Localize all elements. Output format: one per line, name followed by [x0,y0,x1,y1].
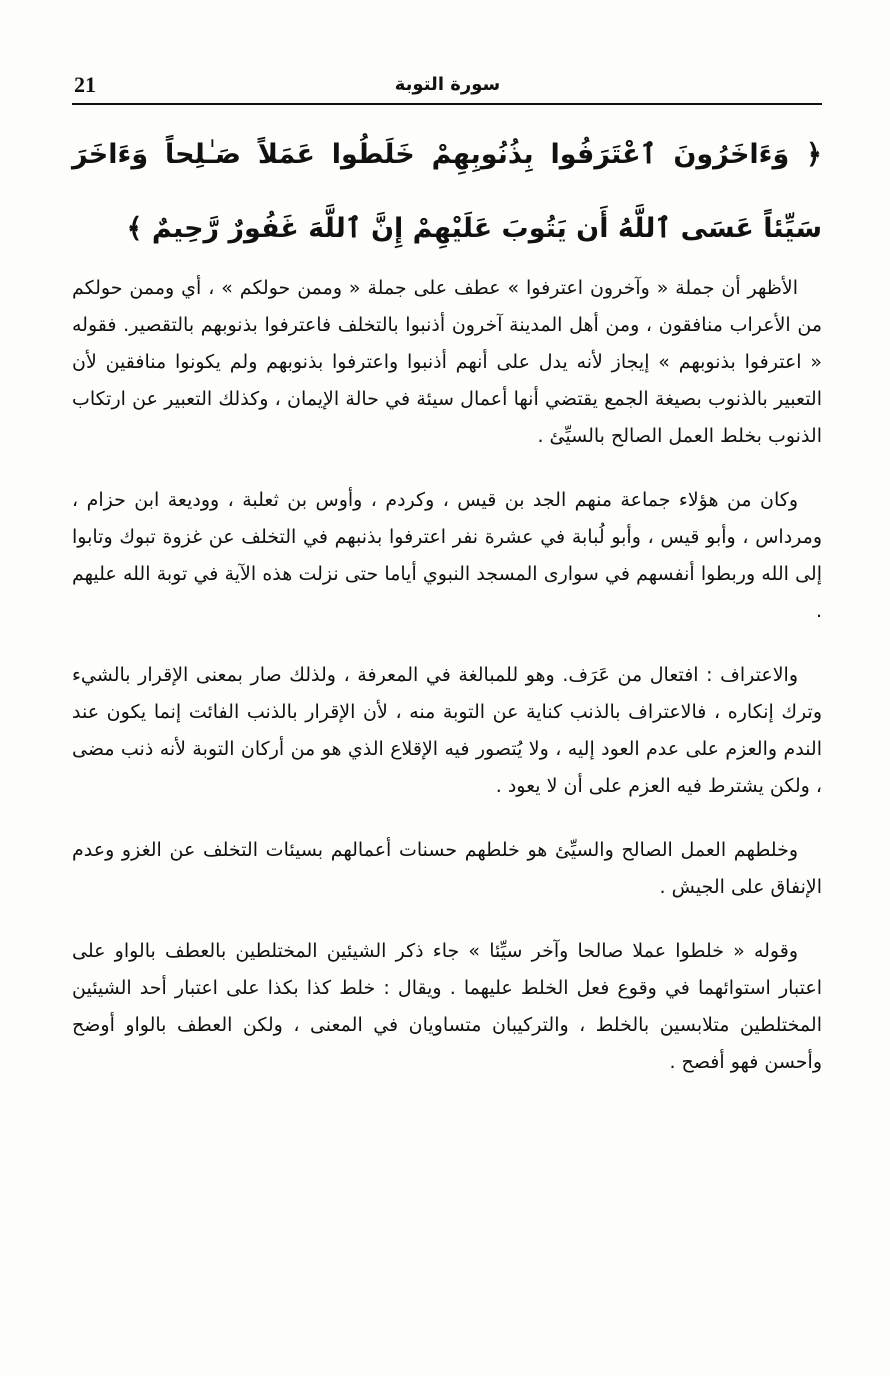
paragraph-3: والاعتراف : افتعال من عَرَف. وهو للمبالغة في المعرفة ، ولذلك صار بمعنى الإقرار بالشيء وترك إنكاره ، فالاعتراف بالذنب كناية عن التوبة منه ، لأن الإقرار بالذنب الفائت إنما يكون عند الندم والعزم على عدم العود إليه ، ولا يُتصور فيه الإقلاع الذي هو من أركان التوبة لأنه ذنب مضى ، ولكن يشترط فيه العزم على أن لا يعود . [72,664,822,797]
header-rule [72,103,822,105]
page-header [74,72,821,106]
running-title: سورة التوبة [394,74,501,95]
paragraph-4: وخلطهم العمل الصالح والسيِّئ هو خلطهم حسنات أعمالهم بسيئات التخلف عن الغزو وعدم الإنفاق على الجيش . [72,839,822,898]
paragraph-5: وقوله « خلطوا عملا صالحا وآخر سيِّئا » جاء ذكر الشيئين المختلطين بالعطف بالواو على اعتبار استوائهما في وقوع فعل الخلط عليهما . ويقال : خلط كذا بكذا على اعتبار أحد الشيئين المختلطين متلابسين بالخلط ، والتركيبان متساويان في المعنى ، ولكن العطف بالواو أوضح وأحسن فهو أفصح . [72,940,822,1073]
page-number: 21 [74,72,96,97]
paragraph-2: وكان من هؤلاء جماعة منهم الجد بن قيس ، وكردم ، وأوس بن ثعلبة ، ووديعة ابن حزام ، ومرداس ، وأبو قيس ، وأبو لُبابة في عشرة نفر اعترفوا بذنبهم في التخلف عن غزوة تبوك وتابوا إلى الله وربطوا أنفسهم في سوارى المسجد النبوي أياما حتى نزلت هذه الآية في توبة الله عليهم . [72,489,822,622]
paragraph-1: الأظهر أن جملة « وآخرون اعترفوا » عطف على جملة « وممن حولكم » ، أي وممن حولكم من الأعراب منافقون ، ومن أهل المدينة آخرون أذنبوا بالتخلف فاعترفوا بذنوبهم بالتقصير. فقوله « اعترفوا بذنوبهم » إيجاز لأنه يدل على أنهم أذنبوا واعترفوا بذنوبهم ولم يكونوا منافقين لأن التعبير بالذنوب بصيغة الجمع يقتضي أنها أعمال سيئة في حالة الإيمان ، وكذلك التعبير عن ارتكاب الذنوب بخلط العمل الصالح بالسيِّئ . [72,277,822,447]
quran-verse: ﴿ وَءَاخَرُونَ ٱعْتَرَفُوا بِذُنُوبِهِمْ خَلَطُوا عَمَلاً صَـٰلِحاً وَءَاخَرَ سَيِّئاً عَسَى ٱللَّهُ أَن يَتُوبَ عَلَيْهِمْ إِنَّ ٱللَّهَ غَفُورٌ رَّحِيمٌ ﴾ [72,139,822,244]
commentary-text [72,270,822,1108]
